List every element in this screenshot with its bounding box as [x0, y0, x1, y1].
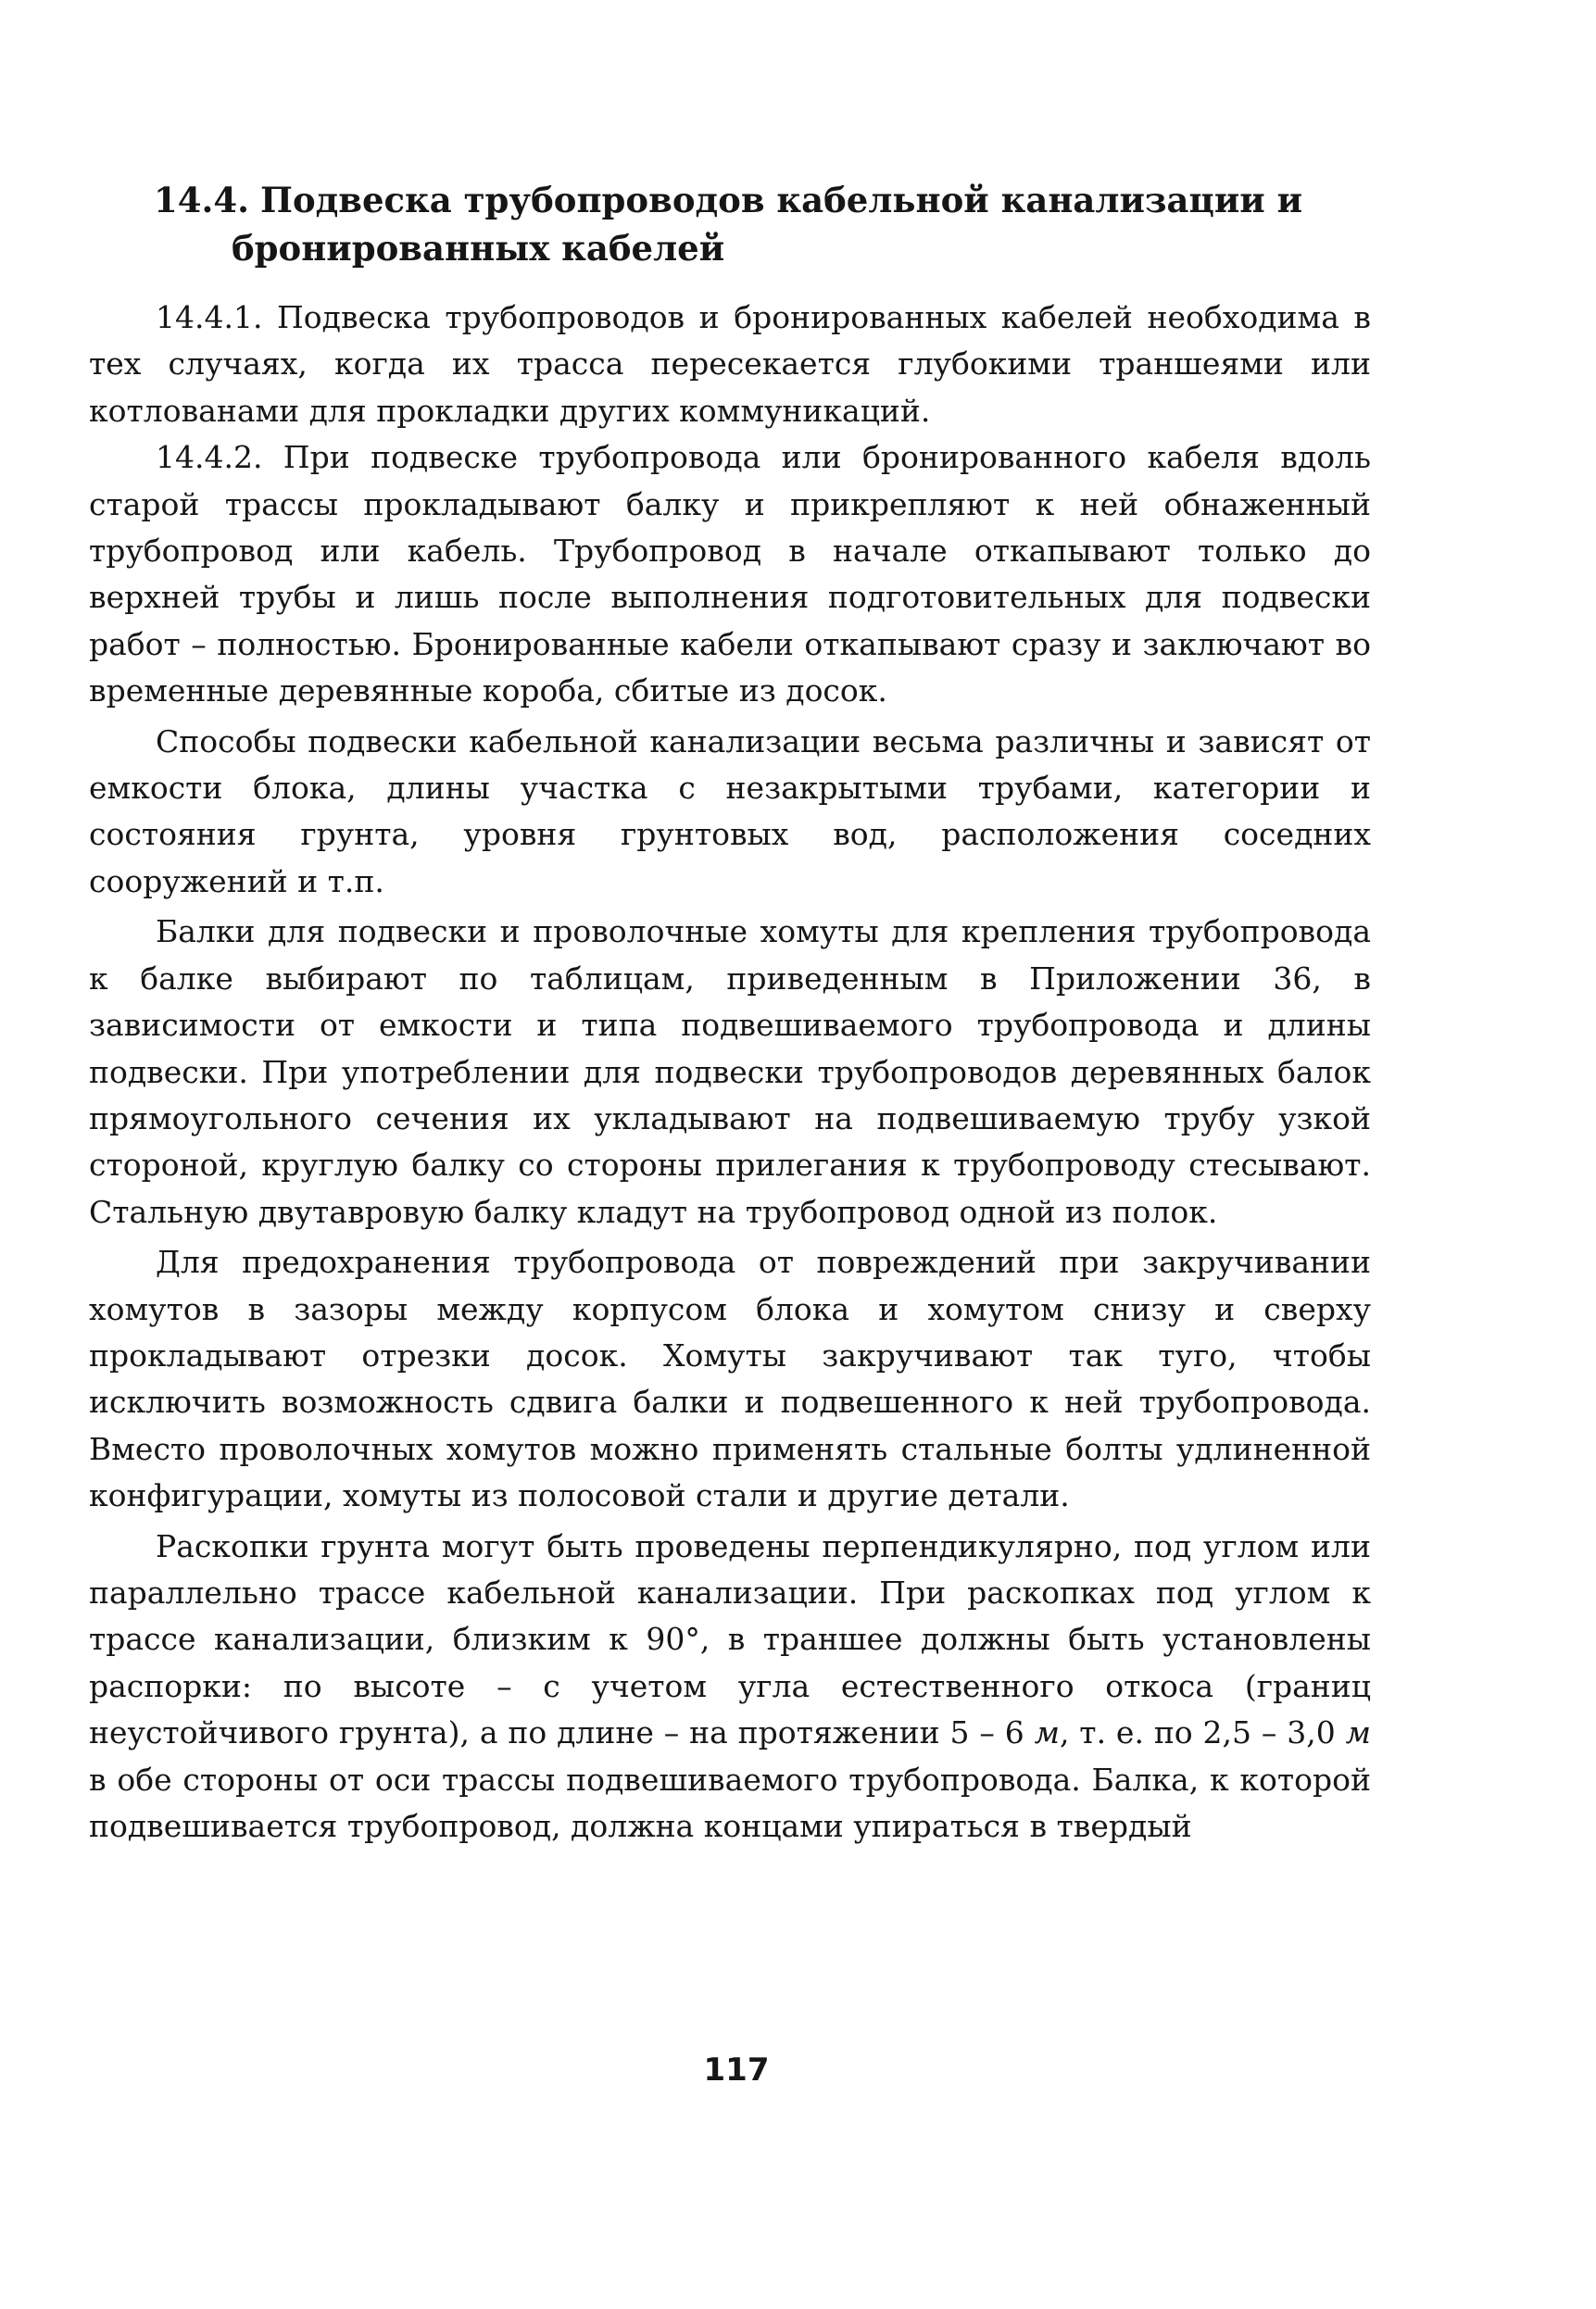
page-number: 117 — [703, 2052, 770, 2089]
paragraph-14-4-2: 14.4.2. При подвеске трубопровода или бронированного кабеля вдоль старой трассы прокладывают балку и прикрепляют к ней обнаженный трубопровод или кабель. Трубопровод в начале откапывают только до верхней трубы и лишь после выполнения подготовительных для подвески работ – полностью. Бронированные кабели откапывают сразу и заключают во временные деревянные короба, сбитые из досок. — [89, 439, 1371, 709]
body-text — [89, 295, 1371, 1850]
excavation-text-part1: Раскопки грунта могут быть проведены перпендикулярно, под углом или параллельно трассе кабельной канализации. При раскопках под углом к трассе канализации, близким к 90°, в траншее должны быть установлены распорки: по высоте – с учетом угла естественного откоса (границ неустойчивого грунта), а по длине – на протяжении 5 – 6 — [89, 1527, 1371, 1751]
section-number: 14.4. — [154, 180, 249, 220]
paragraph-14-4-1: 14.4.1. Подвеска трубопроводов и бронированных кабелей необходима в тех случаях, когда их трасса пересекается глубокими траншеями или котлованами для прокладки других коммуникаций. — [89, 299, 1371, 429]
paragraph-protection: Для предохранения трубопровода от повреждений при закручивании хомутов в зазоры между корпусом блока и хомутом снизу и сверху прокладывают отрезки досок. Хомуты закручивают так туго, чтобы исключить возможность сдвига балки и подвешенного к ней трубопровода. Вместо проволочных хомутов можно применять стальные болты удлиненной конфигурации, хомуты из полосовой стали и другие детали. — [89, 1244, 1371, 1514]
section-title-line2: бронированных кабелей — [232, 228, 725, 269]
paragraph-methods: Способы подвески кабельной канализации весьма различны и зависят от емкости блока, длины участка с незакрытыми трубами, категории и состояния грунта, уровня грунтовых вод, расположения соседних сооружений и т.п. — [89, 722, 1371, 899]
section-title-line1: Подвеска трубопроводов кабельной канализации и — [260, 180, 1303, 220]
unit-meters-1: м — [1034, 1714, 1060, 1751]
excavation-text-part3: в обе стороны от оси трассы подвешиваемого трубопровода. Балка, к которой подвешивается трубопровод, должна концами упираться в твердый — [89, 1761, 1371, 1844]
paragraph-beams: Балки для подвески и проволочные хомуты для крепления трубопровода к балке выбирают по таблицам, приведенным в Приложении 36, в зависимости от емкости и типа подвешиваемого трубопровода и длины подвески. При употреблении для подвески трубопроводов деревянных балок прямоугольного сечения их укладывают на подвешиваемую трубу узкой стороной, круглую балку со стороны прилегания к трубопроводу стесывают. Стальную двутавровую балку кладут на трубопровод одной из полок. — [89, 913, 1371, 1230]
excavation-text-part2: , т. е. по 2,5 – 3,0 — [1059, 1714, 1346, 1751]
section-heading — [154, 176, 1386, 272]
paragraph-excavation — [89, 1524, 1371, 1851]
unit-meters-2: м — [1345, 1714, 1371, 1751]
